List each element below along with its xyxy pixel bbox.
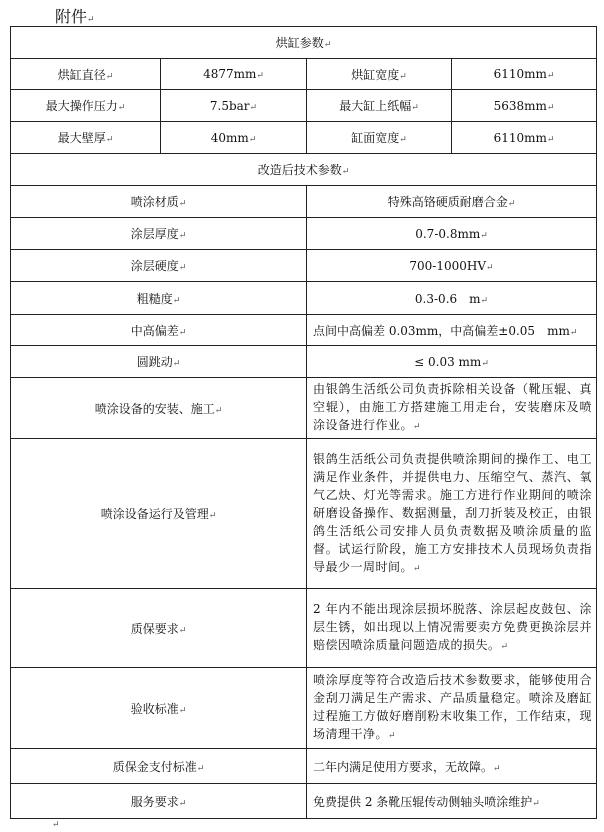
section1-title-row bbox=[11, 27, 597, 59]
spec-label: 喷涂设备的安装、施工↵ bbox=[11, 378, 307, 439]
table-row bbox=[11, 668, 597, 749]
spec-label: 中高偏差↵ bbox=[11, 315, 307, 346]
spec-label: 服务要求↵ bbox=[11, 784, 307, 819]
spec-label: 质保金支付标准↵ bbox=[11, 749, 307, 784]
spec-value: 免费提供 2 条靴压辊传动侧轴头喷涂维护↵ bbox=[307, 784, 597, 819]
param-label: 最大缸上纸幅↵ bbox=[307, 90, 452, 122]
param-label: 缸面宽度↵ bbox=[307, 122, 452, 154]
spec-value: 0.3-0.6 m↵ bbox=[307, 282, 597, 315]
table-row bbox=[11, 439, 597, 589]
table-row bbox=[11, 250, 597, 282]
spec-label: 涂层厚度↵ bbox=[11, 218, 307, 250]
param-value: 7.5bar↵ bbox=[161, 90, 307, 122]
param-label: 最大操作压力↵ bbox=[11, 90, 161, 122]
spec-label: 喷涂设备运行及管理↵ bbox=[11, 439, 307, 589]
section2-title: 改造后技术参数↵ bbox=[11, 154, 597, 186]
table-row bbox=[11, 186, 597, 218]
section1-title: 烘缸参数↵ bbox=[11, 27, 597, 59]
spec-value: 700-1000HV↵ bbox=[307, 250, 597, 282]
spec-value: 银鸽生活纸公司负责提供喷涂期间的操作工、电工满足作业条件，并提供电力、压缩空气、蒸汽、氧气乙炔、灯光等需求。施工方进行作业期间的喷涂研磨设备操作、数据测量，刮刀折装及校正，由银鸽生活纸公司安排人员负责数据及喷涂质量的监督。试运行阶段，施工方安排技术人员现场负责指导最少一周时间。↵ bbox=[307, 439, 597, 589]
attachment-heading: 附件↵ bbox=[55, 7, 95, 26]
param-value: 40mm↵ bbox=[161, 122, 307, 154]
param-label: 烘缸直径↵ bbox=[11, 59, 161, 90]
table-row bbox=[11, 346, 597, 378]
paragraph-mark-icon: ↵ bbox=[87, 15, 95, 25]
table-row bbox=[11, 218, 597, 250]
param-value: 4877mm↵ bbox=[161, 59, 307, 90]
table-row bbox=[11, 749, 597, 784]
spec-label: 涂层硬度↵ bbox=[11, 250, 307, 282]
table-row bbox=[11, 378, 597, 439]
section2-title-row bbox=[11, 154, 597, 186]
spec-label: 验收标准↵ bbox=[11, 668, 307, 749]
table-row bbox=[11, 784, 597, 819]
table-row bbox=[11, 59, 597, 90]
spec-value: ≤ 0.03 mm↵ bbox=[307, 346, 597, 378]
spec-value: 2 年内不能出现涂层损坏脱落、涂层起皮鼓包、涂层生锈，如出现以上情况需要卖方免费更换涂层并赔偿因喷涂质量问题造成的损失。↵ bbox=[307, 589, 597, 668]
param-label: 最大壁厚↵ bbox=[11, 122, 161, 154]
table-row bbox=[11, 315, 597, 346]
table-row bbox=[11, 90, 597, 122]
param-label: 烘缸宽度↵ bbox=[307, 59, 452, 90]
param-value: 6110mm↵ bbox=[452, 122, 597, 154]
spec-value: 二年内满足使用方要求，无故障。↵ bbox=[307, 749, 597, 784]
spec-label: 粗糙度↵ bbox=[11, 282, 307, 315]
end-paragraph-mark-icon: ↵ bbox=[52, 820, 60, 830]
spec-label: 质保要求↵ bbox=[11, 589, 307, 668]
table-row bbox=[11, 282, 597, 315]
spec-value: 喷涂厚度等符合改造后技术参数要求，能够使用合金刮刀满足生产需求、产品质量稳定。喷涂及磨缸过程施工方做好磨削粉末收集工作，工作结束，现场清理干净。↵ bbox=[307, 668, 597, 749]
table-row bbox=[11, 589, 597, 668]
spec-value: 点间中高偏差 0.03mm，中高偏差±0.05 mm↵ bbox=[307, 315, 597, 346]
param-value: 6110mm↵ bbox=[452, 59, 597, 90]
spec-value: 特殊高铬硬质耐磨合金↵ bbox=[307, 186, 597, 218]
spec-value: 由银鸽生活纸公司负责拆除相关设备（靴压辊、真空辊），由施工方搭建施工用走台，安装磨床及喷涂设备进行作业。↵ bbox=[307, 378, 597, 439]
param-value: 5638mm↵ bbox=[452, 90, 597, 122]
spec-value: 0.7-0.8mm↵ bbox=[307, 218, 597, 250]
table-row bbox=[11, 122, 597, 154]
parameter-table bbox=[10, 26, 597, 819]
spec-label: 圆跳动↵ bbox=[11, 346, 307, 378]
spec-label: 喷涂材质↵ bbox=[11, 186, 307, 218]
